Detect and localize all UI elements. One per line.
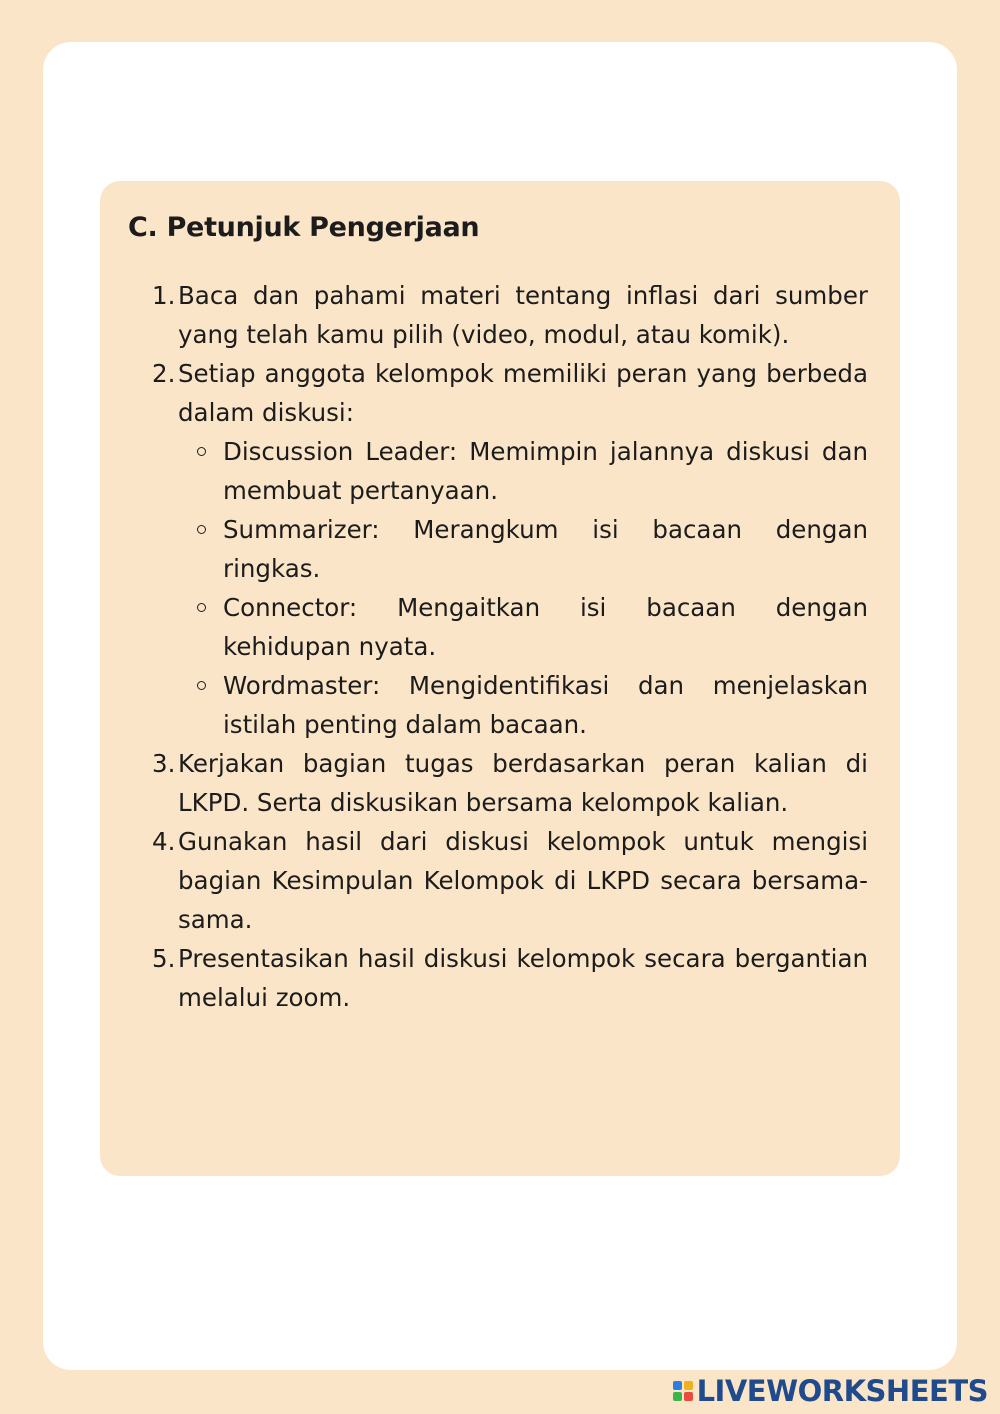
instruction-list bbox=[152, 276, 868, 1017]
instruction-step-4 bbox=[152, 822, 868, 939]
role-text: Summarizer: Merangkum isi bacaan dengan ringkas. bbox=[223, 515, 868, 583]
step-number: 5. bbox=[152, 944, 176, 973]
circle-bullet-icon bbox=[197, 603, 206, 612]
brand-name: LIVEWORKSHEETS bbox=[696, 1374, 988, 1408]
logo-square bbox=[684, 1381, 693, 1390]
circle-bullet-icon bbox=[197, 447, 206, 456]
role-text: Discussion Leader: Memimpin jalannya diskusi dan membuat pertanyaan. bbox=[223, 437, 868, 505]
step-number: 4. bbox=[152, 827, 176, 856]
role-text: Connector: Mengaitkan isi bacaan dengan kehidupan nyata. bbox=[223, 593, 868, 661]
logo-square bbox=[673, 1381, 682, 1390]
role-list bbox=[178, 432, 868, 744]
liveworksheets-logo-icon bbox=[673, 1381, 693, 1401]
logo-square bbox=[673, 1392, 682, 1401]
logo-square bbox=[684, 1392, 693, 1401]
role-item-discussion-leader bbox=[223, 432, 868, 510]
section-title: C. Petunjuk Pengerjaan bbox=[128, 212, 480, 243]
instruction-step-2 bbox=[152, 354, 868, 744]
circle-bullet-icon bbox=[197, 525, 206, 534]
circle-bullet-icon bbox=[197, 681, 206, 690]
instruction-step-3 bbox=[152, 744, 868, 822]
instruction-step-5 bbox=[152, 939, 868, 1017]
step-text: Setiap anggota kelompok memiliki peran yang berbeda dalam diskusi: bbox=[178, 359, 868, 427]
step-number: 2. bbox=[152, 359, 176, 388]
step-number: 1. bbox=[152, 281, 176, 310]
step-text: Kerjakan bagian tugas berdasarkan peran kalian di LKPD. Serta diskusikan bersama kelompok kalian. bbox=[178, 749, 868, 817]
role-text: Wordmaster: Mengidentifikasi dan menjelaskan istilah penting dalam bacaan. bbox=[223, 671, 868, 739]
role-item-summarizer bbox=[223, 510, 868, 588]
role-item-wordmaster bbox=[223, 666, 868, 744]
step-number: 3. bbox=[152, 749, 176, 778]
step-text: Baca dan pahami materi tentang inflasi dari sumber yang telah kamu pilih (video, modul, atau komik). bbox=[178, 281, 868, 349]
step-text: Gunakan hasil dari diskusi kelompok untuk mengisi bagian Kesimpulan Kelompok di LKPD secara bersama-sama. bbox=[178, 827, 868, 934]
instruction-step-1 bbox=[152, 276, 868, 354]
role-item-connector bbox=[223, 588, 868, 666]
step-text: Presentasikan hasil diskusi kelompok secara bergantian melalui zoom. bbox=[178, 944, 868, 1012]
liveworksheets-watermark[interactable] bbox=[673, 1374, 988, 1408]
